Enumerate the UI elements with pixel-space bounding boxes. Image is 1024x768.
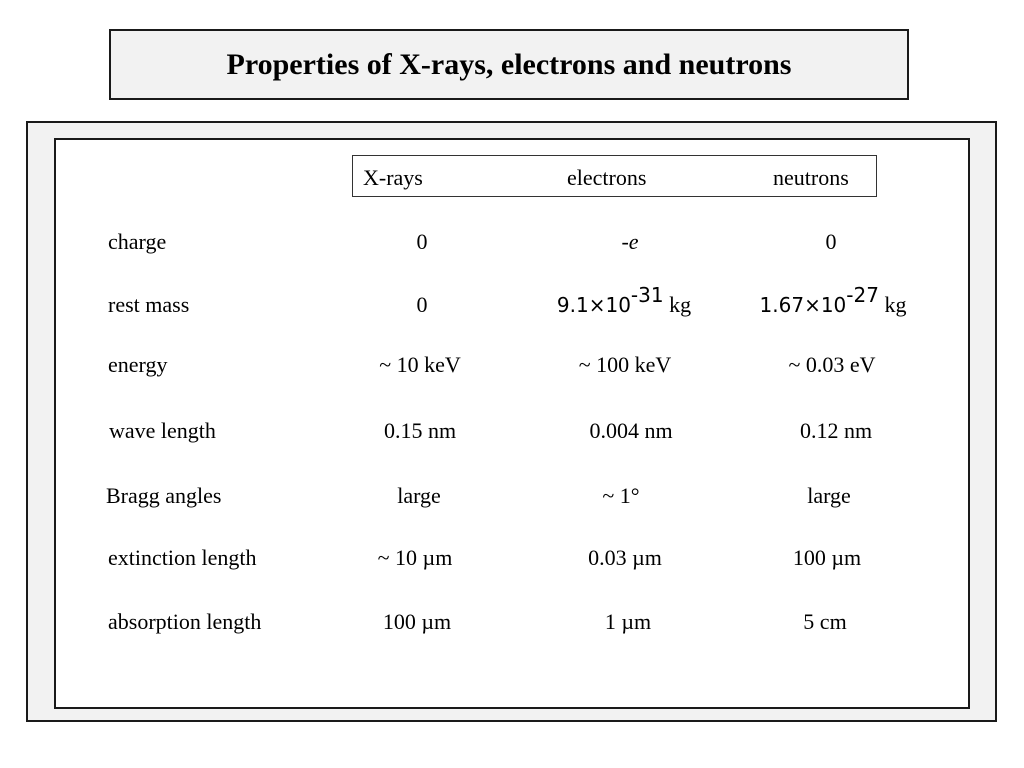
absorption-length-xrays: 100 µm bbox=[382, 609, 452, 634]
rest-mass-electrons-unit: kg bbox=[663, 292, 692, 317]
extinction-length-neutrons: 100 µm bbox=[792, 545, 862, 570]
extinction-length-electrons: 0.03 µm bbox=[588, 545, 662, 570]
wave-length-xrays: 0.15 nm bbox=[383, 418, 457, 443]
row-label-bragg-angles: Bragg angles bbox=[106, 483, 222, 508]
bragg-angles-electrons: ~ 1° bbox=[602, 483, 640, 508]
row-label-rest-mass: rest mass bbox=[108, 292, 190, 317]
rest-mass-neutrons-unit: kg bbox=[878, 292, 907, 317]
slide-title-text: Properties of X-rays, electrons and neutrons bbox=[226, 47, 792, 81]
wave-length-neutrons: 0.12 nm bbox=[799, 418, 873, 443]
row-label-charge: charge bbox=[108, 229, 167, 254]
extinction-length-xrays: ~ 10 µm bbox=[377, 545, 453, 570]
bragg-angles-neutrons: large bbox=[807, 483, 851, 508]
charge-electrons-sign: - bbox=[621, 229, 629, 254]
rest-mass-electrons-mantissa: 9.1×10 bbox=[556, 293, 631, 317]
charge-xrays: 0 bbox=[416, 229, 428, 254]
charge-electrons bbox=[621, 229, 638, 255]
charge-electrons-symbol: e bbox=[628, 229, 639, 254]
rest-mass-neutrons bbox=[759, 282, 907, 318]
bragg-angles-xrays: large bbox=[397, 483, 441, 508]
slide-title bbox=[109, 29, 909, 100]
row-label-absorption-length: absorption length bbox=[108, 609, 262, 634]
energy-xrays: ~ 10 keV bbox=[379, 352, 461, 377]
wave-length-electrons: 0.004 nm bbox=[589, 418, 673, 443]
column-header-neutrons: neutrons bbox=[773, 165, 849, 190]
charge-neutrons: 0 bbox=[825, 229, 837, 254]
rest-mass-electrons bbox=[556, 282, 692, 318]
row-label-wave-length: wave length bbox=[109, 418, 216, 443]
energy-neutrons: ~ 0.03 eV bbox=[788, 352, 876, 377]
row-label-energy: energy bbox=[108, 352, 168, 377]
rest-mass-neutrons-mantissa: 1.67×10 bbox=[759, 293, 847, 317]
column-header-xrays: X-rays bbox=[363, 165, 423, 190]
energy-electrons: ~ 100 keV bbox=[578, 352, 672, 377]
rest-mass-xrays: 0 bbox=[416, 292, 428, 317]
absorption-length-neutrons: 5 cm bbox=[803, 609, 847, 634]
absorption-length-electrons: 1 µm bbox=[604, 609, 652, 634]
rest-mass-neutrons-exponent: -27 bbox=[846, 282, 879, 307]
row-label-extinction-length: extinction length bbox=[108, 545, 257, 570]
column-header-electrons: electrons bbox=[567, 165, 647, 190]
rest-mass-electrons-exponent: -31 bbox=[630, 282, 664, 307]
